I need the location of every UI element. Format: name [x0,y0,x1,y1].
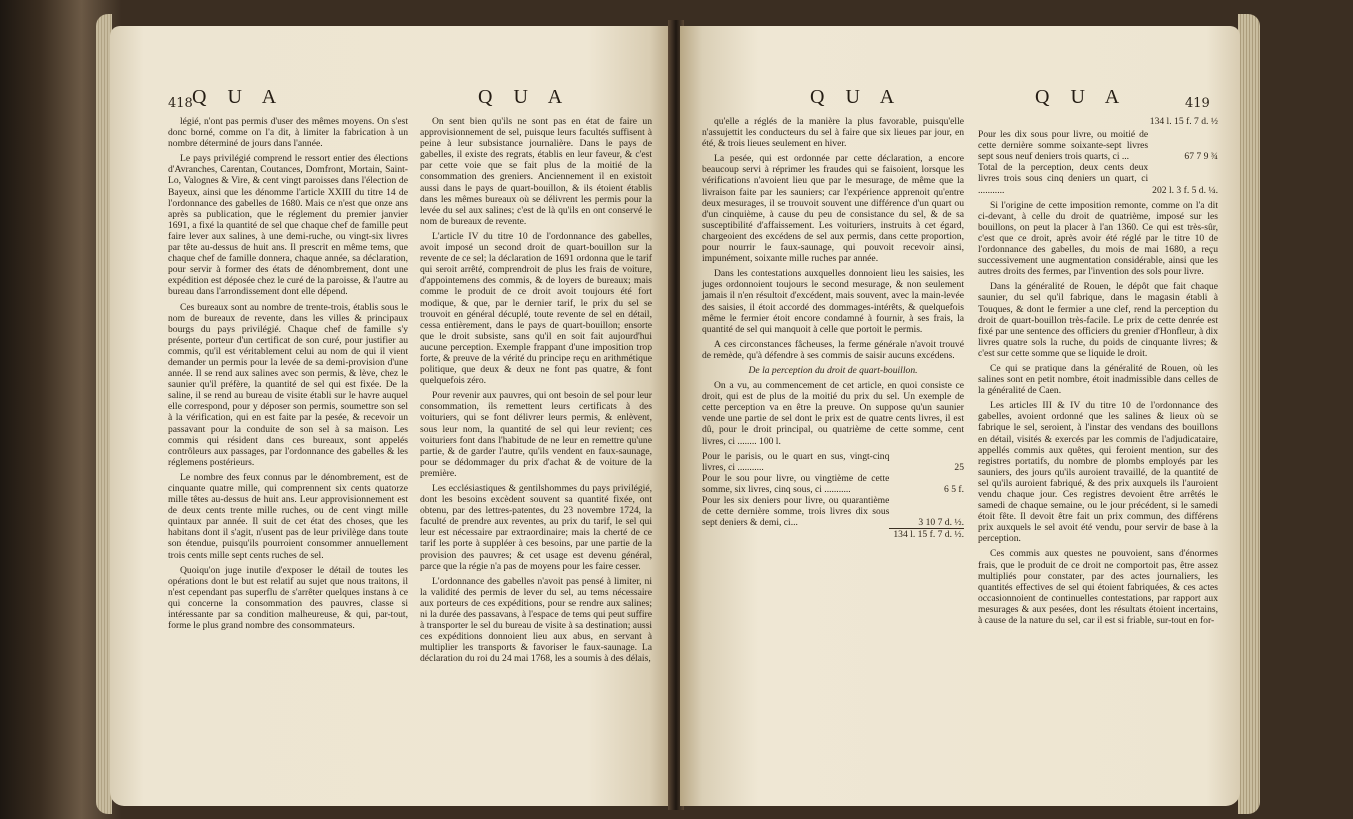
table-row [702,451,964,473]
left-page-column-1 [168,116,408,635]
table-cell-value: 3 10 7 d. ½. [918,516,964,528]
paragraph: Ces bureaux sont au nombre de trente-trois, établis sous le nom de bureaux de revente, dans les villes & principaux bourgs du pays privilégié. Chaque chef de famille s'y présente, porteur d'un certificat de son curé, pour justifier au commis, qu'il est véritablement celui au nom de qui il vient demander un permis pour la levée de sa demi-provision d'une année. Il se rend aux salines avec son permis, & lève, chez le saunier qu'il préfère, la quantité de sel qui est fixée. De la saline, il se rend au bureau de visite établi sur le havre auquel elle correspond, pour y déposer son permis, soumettre son sel à la vérification, qui en est faite par la pesée, & recevoir un passavant pour la conduite de son sel à sa maison. Les commis qui résident dans ces bureaux, sont appelés contrôleurs aux passages, par l'ordonnance des gabelles & les réglemens postérieurs. [168,301,408,468]
paragraph: La pesée, qui est ordonnée par cette déclaration, a encore beaucoup servi à réprimer les fraudes qui se faisoient, lorsque les vérifications n'avoient lieu que par le mesurage, de même que la livraison faite par les sauniers; car l'expérience apprenoit qu'entre deux mesurages, il se trouvoit souvent une différence d'un quart ou d'un cinquième, à cause du peu de consistance du sel, & de sa susceptibilité d'affaissement. Les voituriers, instruits à cet égard, chargeoient des excédens de sel aux permis, dans cette proportion, pour nourrir le faux-saunage, qui pouvoit recevoir ainsi, impunément, soixante mille ruches par année. [702,153,964,265]
table-cell-value: 25 [954,461,964,473]
paragraph: Dans les contestations auxquelles donnoient lieu les saisies, les juges ordonnoient toujours le second mesurage, & non seulement jamais il n'en résultoit d'excédent, mais souvent, avec la main-levée des saisies, il étoit accordé des dommages-intérêts, & quelquefois même le fermier étoit encore condamné à fournir, à ses frais, la quantité de sel qui manquoit à celle que portoit le permis. [702,268,964,335]
paragraph: qu'elle a réglés de la manière la plus favorable, puisqu'elle n'assujettit les conducteurs du sel à faire que six lieues par jour, en été, & trois lieues seulement en hiver. [702,116,964,150]
paragraph: A ces circonstances fâcheuses, la ferme générale n'avoit trouvé de remède, qu'à défendre à ses commis de saisir aucuns excédens. [702,338,964,361]
table-row [978,162,1218,195]
left-page-column-2 [420,116,652,669]
paragraph: On sent bien qu'ils ne sont pas en état de faire un approvisionnement de sel, puisque leurs facultés suffisent à peine à leur subsistance journalière. Dans le pays de gabelles, il existe des regrats, établis en leur faveur, & c'est par cette voie que se fait plus de la moitié de la consommation des greniers. Anciennement il en existoit aussi dans le pays de quart-bouillon, & ils étoient établis dans les mêmes bureaux où se délivrent les permis pour la levée du sel aux salines; c'est de là qu'ils en ont conservé le nom de bureaux de revente. [420,116,652,227]
paragraph: Les articles III & IV du titre 10 de l'ordonnance des gabelles, avoient ordonné que les salines & lieux où se fabrique le sel, seroient, à l'instar des vendans des bouillons en détail, visités & exercés par les commis de l'adjudicataire, appellés commis aux quêtes, qui feroient mention, sur des registres portatifs, du nombre de plombs employés par les sauniers, des jours qu'ils auroient travaillé, de la quantité de sel qu'ils auroient fabriqué, & des prix auxquels ils l'auroient vendu chaque jour. Ces registres devoient être arrêtés le samedi de chaque semaine, ou le jour précédent, si le samedi étoit fête. Il devoit être fait un prix commun, des différens prix auxquels le sel avoit été vendu, pour servir de base à la perception. [978,400,1218,545]
table-cell-label: Pour les dix sous pour livre, ou moitié de cette dernière somme soixante-sept livres sept sous neuf deniers trois quarts, ci ... [978,129,1149,163]
right-page-column-1 [702,116,964,544]
table-cell-value: 67 7 9 ¾ [1184,151,1218,163]
paragraph: Si l'origine de cette imposition remonte, comme on l'a dit ci-devant, à celle du droit de quatrième, imposé sur les bouillons, on peut la placer à l'an 1360. Ce qui est très-sûr, c'est que ce droit, après avoir été réglé par le titre 10 de l'ordonnance des gabelles, du mois de mai 1680, a reçu successivement une augmentation considérable, ainsi que les autres droits des fermes, par l'invention des sols pour livre. [978,199,1218,278]
paragraph: Quoiqu'on juge inutile d'exposer le détail de toutes les opérations dont le but est relatif au sujet que nous traitons, il n'est cependant pas superflu de s'arrêter quelques instans à ce qui concerne la consommation des pauvres, classe si intéressante par sa condition malheureuse, & qui, par-tout, forme le plus grand nombre des consommateurs. [168,564,408,632]
left-header-left: Q U A [192,86,285,108]
paragraph: L'ordonnance des gabelles n'avoit pas pensé à limiter, ni la validité des permis de lever du sel, au tems nécessaire aux porteurs de ces expéditions, pour se rendre aux salines; ni la durée des passavans, à l'espace de tems qui peut suffire à transporter le sel du bureau de visite à sa destination; aussi ces expéditions donnoient lieu aux abus, en servant à multiplier les transports & favoriser le faux-saunage. La déclaration du roi du 24 mai 1768, les a soumis à des délais, [420,575,652,665]
right-page-edges [1238,14,1260,814]
table-cell-value: 6 5 f. [944,483,964,495]
tax-computation-table [702,451,964,540]
right-page-column-2 [978,116,1218,630]
table-row [978,129,1218,162]
paragraph: Les ecclésiastiques & gentilshommes du pays privilégié, dont les besoins excèdent souvent sa quantité fixée, ont obtenu, par des lettres-patentes, du 23 novembre 1724, la faculté de prendre aux reventes, au prix du tarif, le sel qui leur est nécessaire par extraordinaire; mais la cherté de ce tarif les porte à suppléer à ces besoins, par une partie de la provision des pauvres; & cet usage est devenu général, parce que la régie n'a pas de moyens pour les faire cesser. [420,483,652,572]
carried-total: 134 l. 15 f. 7 d. ½ [1149,116,1218,127]
table-cell-label: Pour le sou pour livre, ou vingtième de cette somme, six livres, cinq sous, ci ........... [702,472,890,495]
table-total: 134 l. 15 f. 7 d. ½. [889,528,964,540]
paragraph: Ces commis aux questes ne pouvoient, sans d'énormes frais, que le produit de ce droit ne comportoit pas, être assez multipliés pour constater, par des actes journaliers, les quantités effectives de sel qui étoient fabriquées, & ces actes occasionnoient de continuelles contestations, par rapport aux mesurages & aux pesées, dont les résultats étoient incertains, à cause de la nature du sel, car il est si friable, sur-tout en for- [978,548,1218,627]
table-cell-value: 202 l. 3 f. 5 d. ¼. [1152,184,1218,196]
paragraph: Dans la généralité de Rouen, le dépôt que fait chaque saunier, du sel qu'il fabrique, dans le magasin établi à Touques, & dont le fermier a une clef, rend la perception du droit de quart-bouillon très-facile. Le prix de cette denrée est fixé par une sentence des officiers du grenier d'Honfleur, à dix livres quatre sols la ruche, du poids de cinquante livres; & c'est sur cette somme que se liquide le droit. [978,281,1218,359]
tax-total-table [978,129,1218,196]
paragraph: Le pays privilégié comprend le ressort entier des élections d'Avranches, Carentan, Coutances, Domfront, Mortain, Saint-Lo, Valognes & Vire, & cent vingt paroisses dans l'élection de Bayeux, ainsi que les dénomme l'article XXIII du titre 14 de l'ordonnance des gabelles de 1680. Mais ce n'est que onze ans après sa publication, que le réglement du premier janvier 1691, a fixé la quantité de sel que chaque chef de famille peut faire lever aux salines, à une demi-ruche, ou vingt-six livres par tête au-dessus de huit ans. Il prescrit en même tems, que chaque chef de famille donnera, chaque année, sa déclaration, pour servir à former des états de dénombrement, dont une expédition est déposée chez le curé de la paroisse, & l'autre au bureau dans l'arrondissement dont elle dépend. [168,153,408,298]
left-page [110,26,672,806]
paragraph: Ce qui se pratique dans la généralité de Rouen, où les salines sont en petit nombre, étoit inadmissible dans celles de la généralité de Caen. [978,362,1218,397]
section-subheading: De la perception du droit de quart-bouillon. [748,364,918,376]
table-cell-label: Pour le parisis, ou le quart en sus, vingt-cinq livres, ci ........... [702,450,890,473]
table-cell-label: Pour les six deniers pour livre, ou quarantième de cette dernière somme, trois livres dix sous sept deniers & demi, ci... [702,495,890,529]
table-cell-label: Total de la perception, deux cents deux livres trois sous cinq deniers un quart, ci ........... [978,162,1149,196]
paragraph: Le nombre des feux connus par le dénombrement, est de cinquante quatre mille, qui comprennent six cents quatorze mille têtes au-dessus de huit ans. Leur approvisionnement est de deux cents trente mille ruches, ou de cent vingt mille quintaux par année. Il suit de cet état des choses, que les habitans dont il s'agit, n'usent pas de leur privilège dans toute son étendue, puisqu'ils pourroient consommer annuellement trois cents mille sept cents ruches de sel. [168,471,408,561]
paragraph: Pour revenir aux pauvres, qui ont besoin de sel pour leur consommation, ils remettent leurs certificats à des voituriers, qui se font délivrer leurs permis, & enlèvent, sous leur nom, la quantité de sel qui leur revient; ces voituriers font dans l'habitude de ne leur en remettre qu'une partie, & de garder l'autre, qu'ils vendent en faux-saunage, pour se dédommager du prix d'achat & de voiture de la première. [420,390,652,479]
right-header-right: Q U A [1035,86,1128,108]
left-header-right: Q U A [478,86,571,108]
right-page [680,26,1240,806]
paragraph: L'article IV du titre 10 de l'ordonnance des gabelles, avoit imposé un second droit de quart-bouillon sur la revente de ce sel; la déclaration de 1691 ordonna que le tarif qui seroit arrêté, comprendroit de plus les frais de voiture, d'appointemens des commis, & de loyers de bureaux; mais comme le produit de ce droit avoit toujours été fort modique, & que, par le dernier tarif, le prix du sel se trouvoit en général décuplé, toute revente de sel en détail, cessa entièrement, dans le pays de quart-bouillon; ensorte que le droit subsiste, sans qu'il en soit fait aujourd'hui aucune perception. Exemple frappant d'une imposition trop forte, & preuve de la vérité du principe reçu en arithmétique politique, que deux & deux ne font pas quatre, & font quelquefois zéro. [420,230,652,387]
table-row [702,473,964,495]
left-page-number: 418 [168,96,193,111]
paragraph: On a vu, au commencement de cet article, en quoi consiste ce droit, qui est de plus de la moitié du prix du sel. Un exemple de cette perception va en être la preuve. On suppose qu'un saunier vende une partie de sel dont le prix est de quatre cents livres, il est dû, pour le droit principal, ou quatrième de cette somme, cent livres, ci ........ 100 l. [702,380,964,447]
right-page-number: 419 [1185,96,1210,111]
paragraph: légié, n'ont pas permis d'user des mêmes moyens. On s'est donc borné, comme on l'a dit, à limiter la fabrication à un nombre déterminé de jours dans l'année. [168,116,408,150]
table-row [702,495,964,528]
table-total-row [702,528,964,540]
right-header-left: Q U A [810,86,903,108]
